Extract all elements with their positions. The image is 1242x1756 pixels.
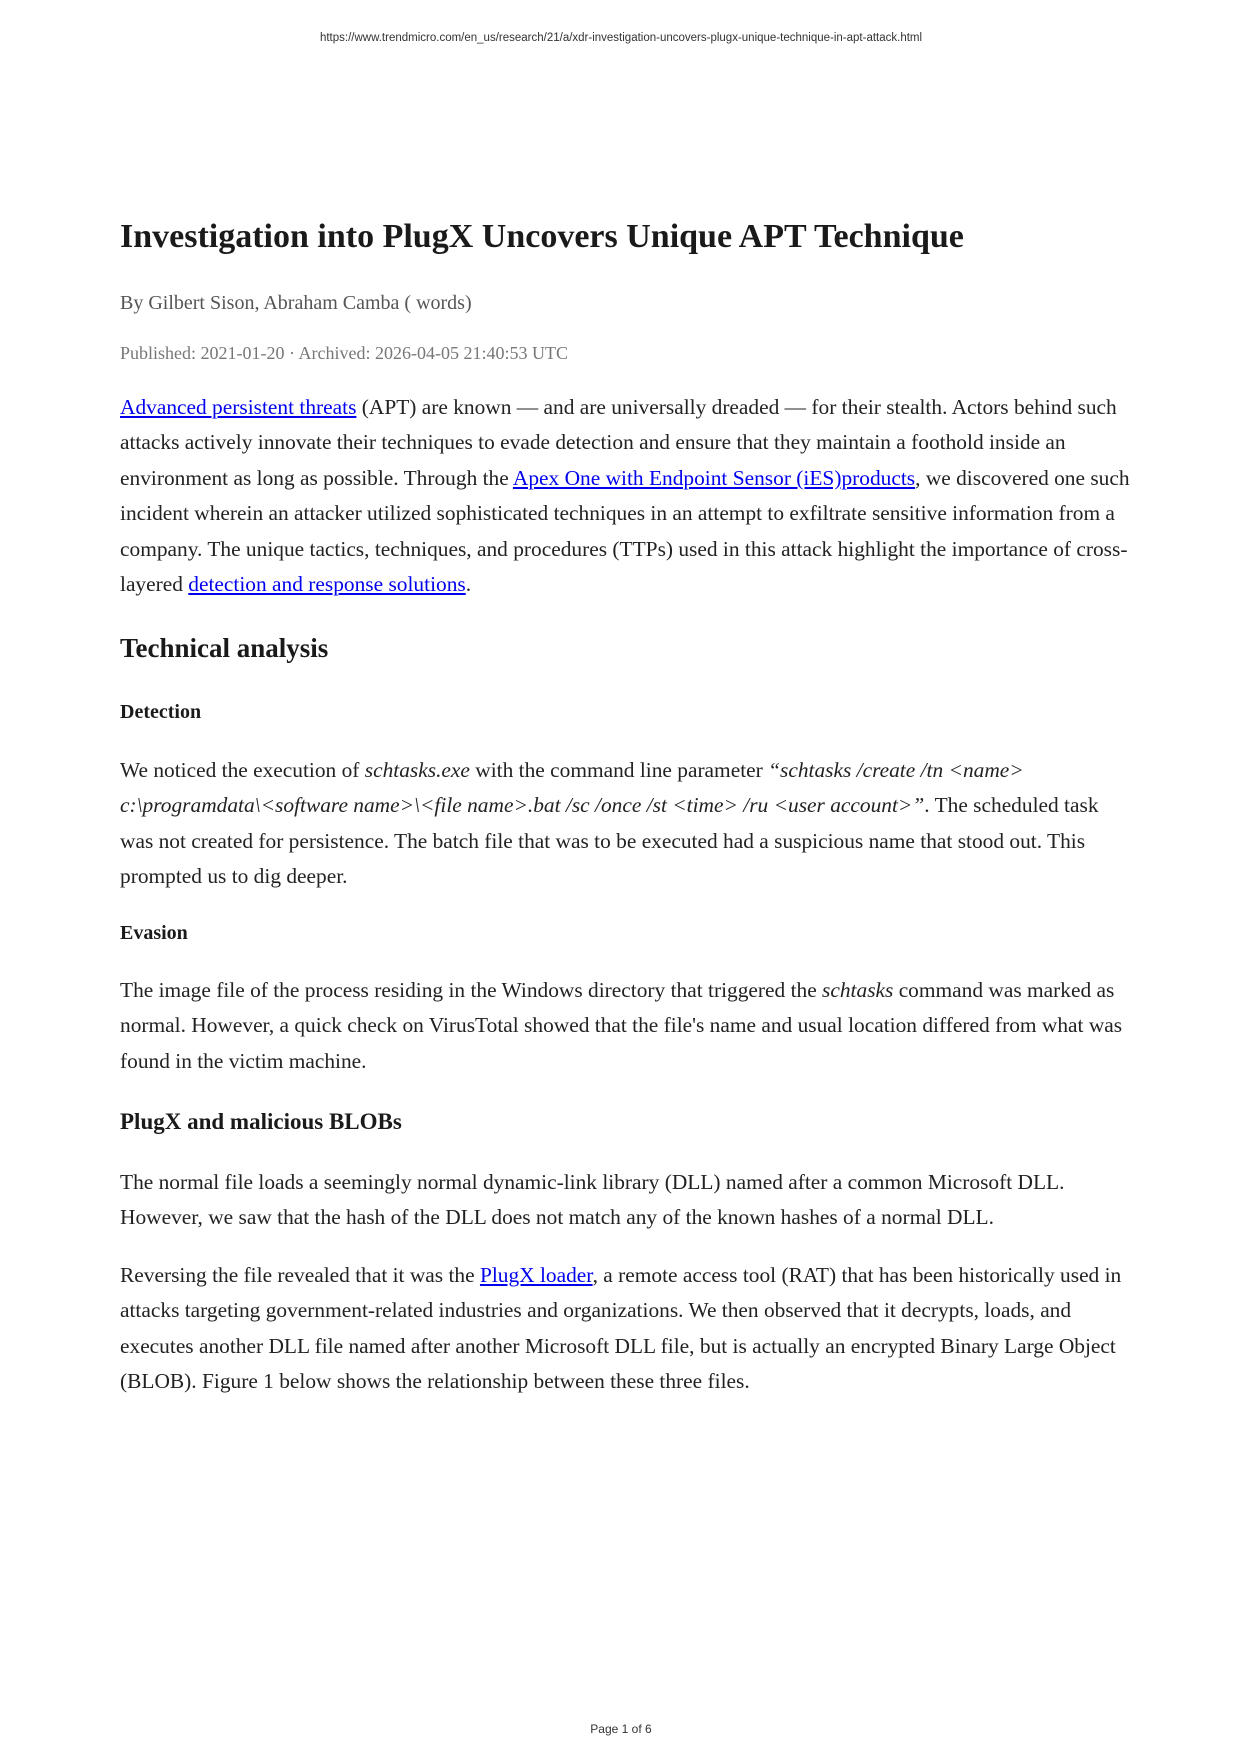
text: command was marked as normal. However, a quick check on VirusTotal showed that the file's name and usual location differed from what was found in the victim machine. <box>120 978 1123 1073</box>
text: , we discovered one such incident wherein an attacker utilized sophisticated techniques in an attempt to exfiltrate sensitive information from a company. The unique tactics, techniques, and procedures (TTPs) used in this attack highlight the importance of cross-layered <box>120 465 1130 597</box>
text: . <box>465 572 472 597</box>
command-name: schtasks <box>822 978 894 1002</box>
text: with the command line parameter <box>469 758 769 782</box>
evasion-paragraph <box>120 973 1132 1079</box>
article-title: Investigation into PlugX Uncovers Unique APT Technique <box>120 218 964 255</box>
detection-paragraph <box>120 753 1132 895</box>
command-name: schtasks.exe <box>364 758 470 782</box>
text: . The scheduled task was not created for persistence. The batch file that was to be executed had a suspicious name that stood out. This prompted us to dig deeper. <box>120 793 1099 889</box>
heading-evasion: Evasion <box>120 922 188 944</box>
apex-one-link[interactable]: Apex One with Endpoint Sensor (iES)products <box>512 465 916 490</box>
heading-technical-analysis: Technical analysis <box>120 633 329 663</box>
plugx-loader-link[interactable]: PlugX loader <box>479 1263 593 1287</box>
text: , a remote access tool (RAT) that has been historically used in attacks targeting government-related industries and organizations. We then observed that it decrypts, loads, and executes another DLL file named after another Microsoft DLL file, but is actually an encrypted Binary Large Object (BLOB). Figure 1 below shows the relationship between these three files. <box>120 1263 1122 1394</box>
detection-response-link[interactable]: detection and response solutions <box>188 572 466 597</box>
text: We noticed the execution of <box>120 758 365 782</box>
text: Reversing the file revealed that it was the <box>120 1263 480 1287</box>
heading-detection: Detection <box>120 701 202 723</box>
plugx-paragraph-2 <box>120 1258 1132 1400</box>
byline: By Gilbert Sison, Abraham Camba ( words) <box>120 292 472 314</box>
plugx-paragraph-1: The normal file loads a seemingly normal dynamic-link library (DLL) named after a common Microsoft DLL. However, we saw that the hash of the DLL does not match any of the known hashes of a normal DLL. <box>120 1170 1065 1230</box>
page-number: Page 1 of 6 <box>590 1722 652 1736</box>
text: (APT) are known — and are universally dreaded — for their stealth. Actors behind such attacks actively innovate their techniques to evade detection and ensure that they maintain a foothold inside an environment as long as possible. Through the <box>120 395 1117 490</box>
intro-paragraph <box>120 390 1132 602</box>
heading-plugx: PlugX and malicious BLOBs <box>120 1109 402 1134</box>
command-line: “schtasks /create /tn <name> c:\programdata\<software name>\<file name>.bat /sc /once /st <time> /ru <user account>” <box>120 758 1024 818</box>
text: The image file of the process residing in the Windows directory that triggered the <box>120 978 823 1002</box>
page-url: https://www.trendmicro.com/en_us/research/21/a/xdr-investigation-uncovers-plugx-unique-technique-in-apt-attack.html <box>319 32 923 44</box>
publish-info: Published: 2021-01-20 · Archived: 2026-04-05 21:40:53 UTC <box>120 343 568 363</box>
apt-link[interactable]: Advanced persistent threats <box>120 395 357 419</box>
